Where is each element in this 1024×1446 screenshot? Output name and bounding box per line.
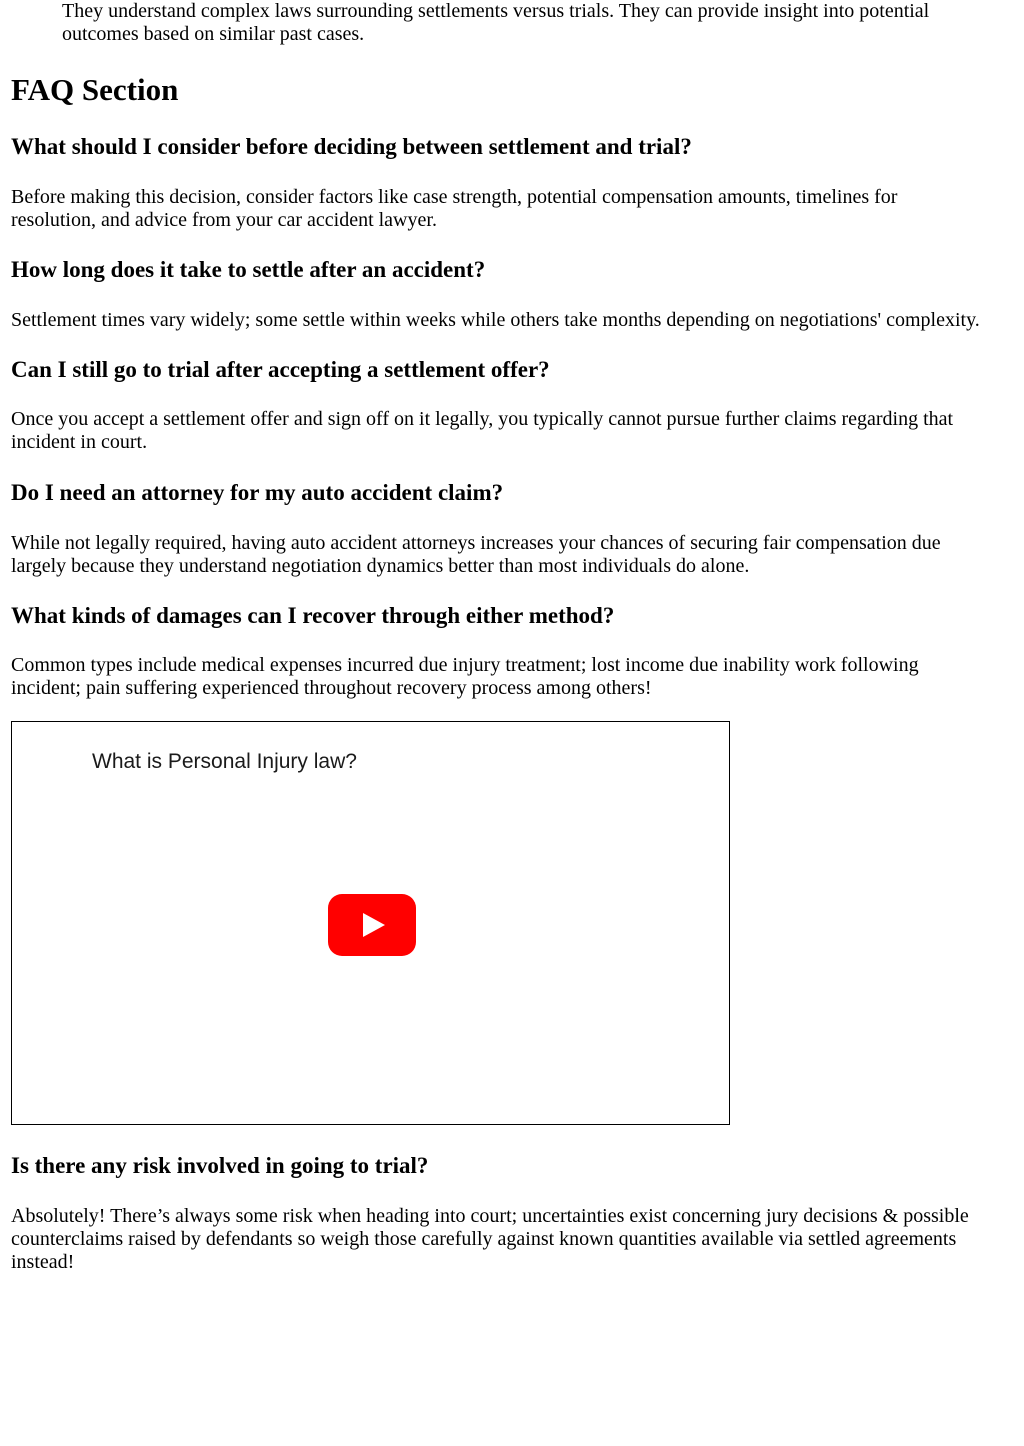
faq-question-4: Do I need an attorney for my auto accident claim? — [11, 480, 504, 505]
faq-answer-5: Common types include medical expenses incurred due injury treatment; lost income due inability work following incident; pain suffering experienced throughout recovery process among others! — [11, 654, 919, 699]
faq-question-2: How long does it take to settle after an accident? — [11, 257, 486, 282]
youtube-play-icon[interactable] — [328, 894, 416, 956]
faq-question-3: Can I still go to trial after accepting a settlement offer? — [11, 357, 550, 382]
faq-question-5: What kinds of damages can I recover through either method? — [11, 603, 615, 628]
faq-answer-4: While not legally required, having auto accident attorneys increases your chances of securing fair compensation due largely because they understand negotiation dynamics better than most individuals do alone. — [11, 532, 941, 577]
faq-answer-2: Settlement times vary widely; some settle within weeks while others take months depending on negotiations' complexity. — [11, 309, 980, 331]
faq-answer-1: Before making this decision, consider factors like case strength, potential compensation amounts, timelines for resolution, and advice from your car accident lawyer. — [11, 186, 898, 231]
faq-answer-6: Absolutely! There’s always some risk when heading into court; uncertainties exist concerning jury decisions & possible counterclaims raised by defendants so weigh those carefully against known quantities available via settled agreements instead! — [11, 1205, 969, 1273]
faq-question-6: Is there any risk involved in going to trial? — [11, 1153, 429, 1178]
video-embed[interactable] — [11, 721, 730, 1125]
faq-question-1: What should I consider before deciding between settlement and trial? — [11, 134, 692, 159]
faq-section-heading: FAQ Section — [11, 72, 179, 107]
intro-paragraph: They understand complex laws surrounding settlements versus trials. They can provide insight into potential outcomes based on similar past cases. — [62, 0, 930, 45]
video-title[interactable]: What is Personal Injury law? — [92, 750, 357, 773]
faq-answer-3: Once you accept a settlement offer and sign off on it legally, you typically cannot pursue further claims regarding that incident in court. — [11, 408, 954, 453]
